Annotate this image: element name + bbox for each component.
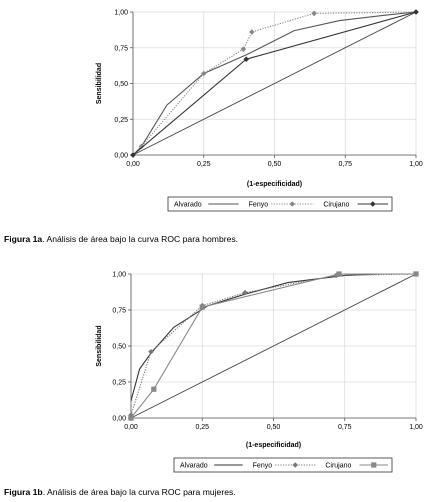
caption-label: Figura 1a [4, 234, 43, 244]
x-tick-label: 1,00 [409, 161, 423, 168]
legend-label: Fenyo [248, 201, 269, 209]
data-point [128, 415, 133, 420]
data-point [336, 271, 341, 276]
x-tick-label: 0,75 [338, 161, 353, 168]
x-tick-label: 0,75 [337, 424, 352, 431]
y-tick-label: 0,50 [112, 343, 126, 351]
y-tick-label: 1,00 [114, 9, 128, 17]
x-axis-title: (1-especificidad) [245, 442, 302, 449]
y-tick-label: 0,50 [114, 81, 128, 88]
legend-label: Fenyo [252, 462, 273, 470]
legend-label: Alvarado [174, 201, 202, 209]
caption-label: Figura 1b [4, 487, 43, 497]
y-tick-label: 0,00 [112, 415, 126, 423]
y-tick-label: 0,25 [112, 379, 126, 387]
x-axis-title: (1-especificidad) [246, 181, 303, 188]
y-tick-label: 0,75 [114, 45, 128, 53]
legend-swatch-marker [371, 462, 376, 467]
y-axis-title: Sensibilidad [96, 62, 103, 105]
roc-chart-2 [96, 271, 423, 472]
legend-label: Alvarado [180, 462, 208, 470]
caption-figura-1a [4, 234, 238, 244]
caption-text: . Análisis de área bajo la curva ROC para hombres. [42, 234, 239, 244]
x-tick-label: 0,25 [196, 161, 211, 168]
x-tick-label: 0,50 [267, 161, 282, 168]
data-point [249, 29, 255, 35]
roc-chart-1 [96, 9, 423, 211]
data-point [148, 349, 154, 355]
data-point [413, 9, 419, 15]
caption-text: . Análisis de área bajo la curva ROC para mujeres. [42, 487, 236, 497]
data-point [200, 305, 205, 310]
x-tick-label: 0,00 [124, 424, 138, 431]
y-tick-label: 1,00 [112, 271, 126, 279]
x-tick-label: 0,00 [126, 161, 140, 168]
data-point [241, 46, 247, 52]
data-point [413, 271, 418, 276]
x-tick-label: 1,00 [409, 424, 423, 431]
legend-label: Cirujano [323, 201, 350, 209]
legend [174, 458, 392, 472]
data-point [311, 11, 317, 17]
y-tick-label: 0,00 [114, 152, 128, 160]
y-tick-label: 0,25 [114, 116, 128, 124]
caption-figura-1b [4, 487, 236, 497]
x-tick-label: 0,50 [266, 424, 281, 431]
y-tick-label: 0,75 [112, 307, 126, 315]
y-axis-title: Sensibilidad [96, 325, 103, 367]
legend [168, 197, 392, 211]
data-point [151, 387, 156, 392]
x-tick-label: 0,25 [195, 424, 210, 431]
legend-label: Cirujano [325, 462, 352, 470]
